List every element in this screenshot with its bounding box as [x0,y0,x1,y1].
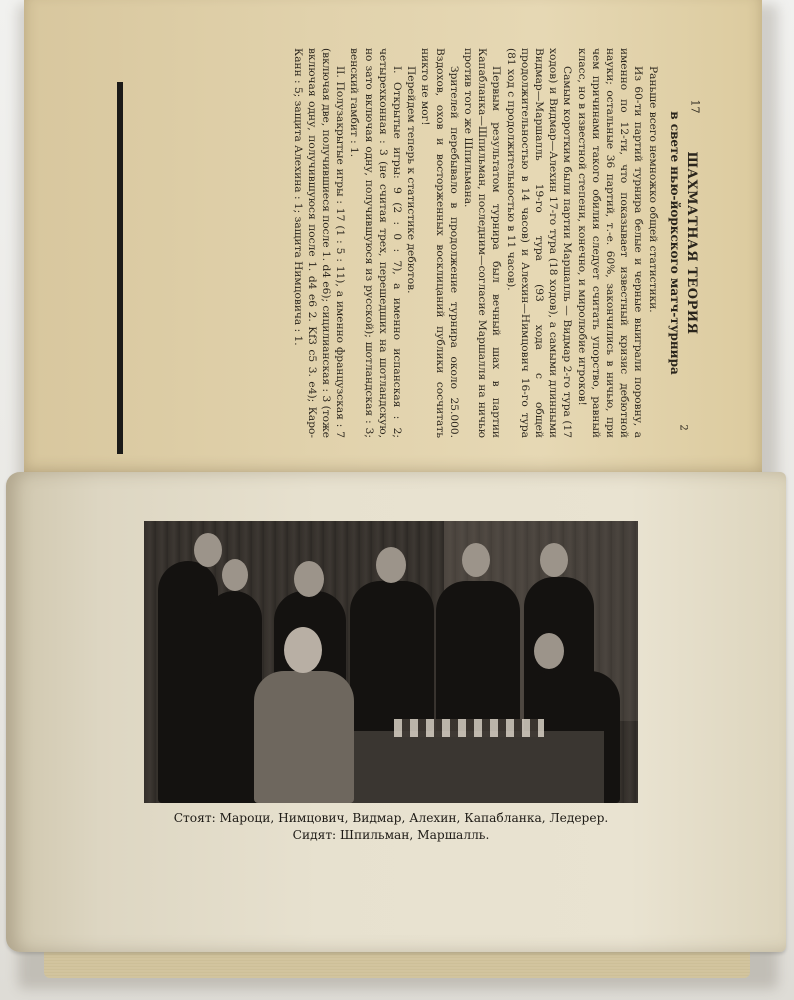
rotated-text-region [108,10,708,470]
paragraph: Из 60-ти партий турнира белые и черные выиграли поровну, а именно по 12-ти, что показывает известный кризис дебютной науки; остальные 36 партий, т.-е. 60%, закончились в ничью, при чем причинами такого обилия следует считать упорство, равный класс, но в известной степени, конечно, и миролюбие игроков! [575,48,645,438]
seated-figure [254,671,354,803]
caption-seated: Сидят: Шпильман, Маршалль. [292,828,490,842]
photo-caption [144,810,638,844]
paragraph: II. Полузакрытые игры : 17 (1 : 5 : 11), а именно французская : 7 (включая две, получившиеся после 1. d4 e6); сицилианская : 3 (тоже включая одну, получившуюся после 1. d4 e6 2. Kf3 c5 3. e4); Каро-Канн : 5; защита Алехина : 1; защита Нимцовича : 1. [291,48,347,438]
paragraph: Перейдем теперь к статистике дебютов. [405,66,418,294]
figure-head [462,543,490,577]
chess-board [394,719,544,737]
caption-standing: Стоят: Мароци, Нимцович, Видмар, Алехин, Капабланка, Ледерер. [173,811,609,825]
rotated-article [290,48,698,438]
figure-head [284,627,322,673]
article-title: ШАХМАТНАЯ ТЕОРИЯ [684,151,699,335]
paragraph: I. Открытые игры: 9 (2 : 0 : 7), а именно испанская : 2; четырехконная : 3 (не считая трех, перешедших на шотландскую, но зато включая одну, получившуюся из русской); шотландская : 3; венский гамбит : 1. [348,48,403,438]
paragraph: Раньше всего немножко общей статистики. [646,66,659,313]
figure-head [222,559,248,591]
figure-head [376,547,406,583]
chess-players-photo [144,521,638,803]
standing-figure [350,581,434,731]
figure-head [540,543,568,577]
paragraph: Самым коротким были партии Маршалль — Видмар 2-го тура (17 ходов) и Видмар—Алехин 17-го тура (18 ходов), а самыми длинными Видмар—Маршалль 19-го тура (93 хода с общей продолжительностью в 14 часов) и Алехин—Нимцович 16-го тура (81 ход с продолжительностью в 11 часов). [504,48,574,438]
paragraph: Зрителей перебывало в продолжение турнира около 25.000. Вздохов, охов и восторженных восклицаний публики сосчитать никто не мог! [419,48,460,438]
article-subtitle: в свете нью-йоркского матч-турнира [667,111,682,375]
figure-head [294,561,324,597]
signature-mark: 2 [677,424,689,431]
chess-table [354,731,604,803]
page-number: 17 [688,99,702,114]
figure-head [194,533,222,567]
paragraph: Первым результатом турнира был вечный шах в партии Капабланка—Шпильман, последним—согласие Маршалля на ничью против того же Шпильмана. [461,48,503,438]
standing-figure [436,581,520,741]
figure-head [534,633,564,669]
